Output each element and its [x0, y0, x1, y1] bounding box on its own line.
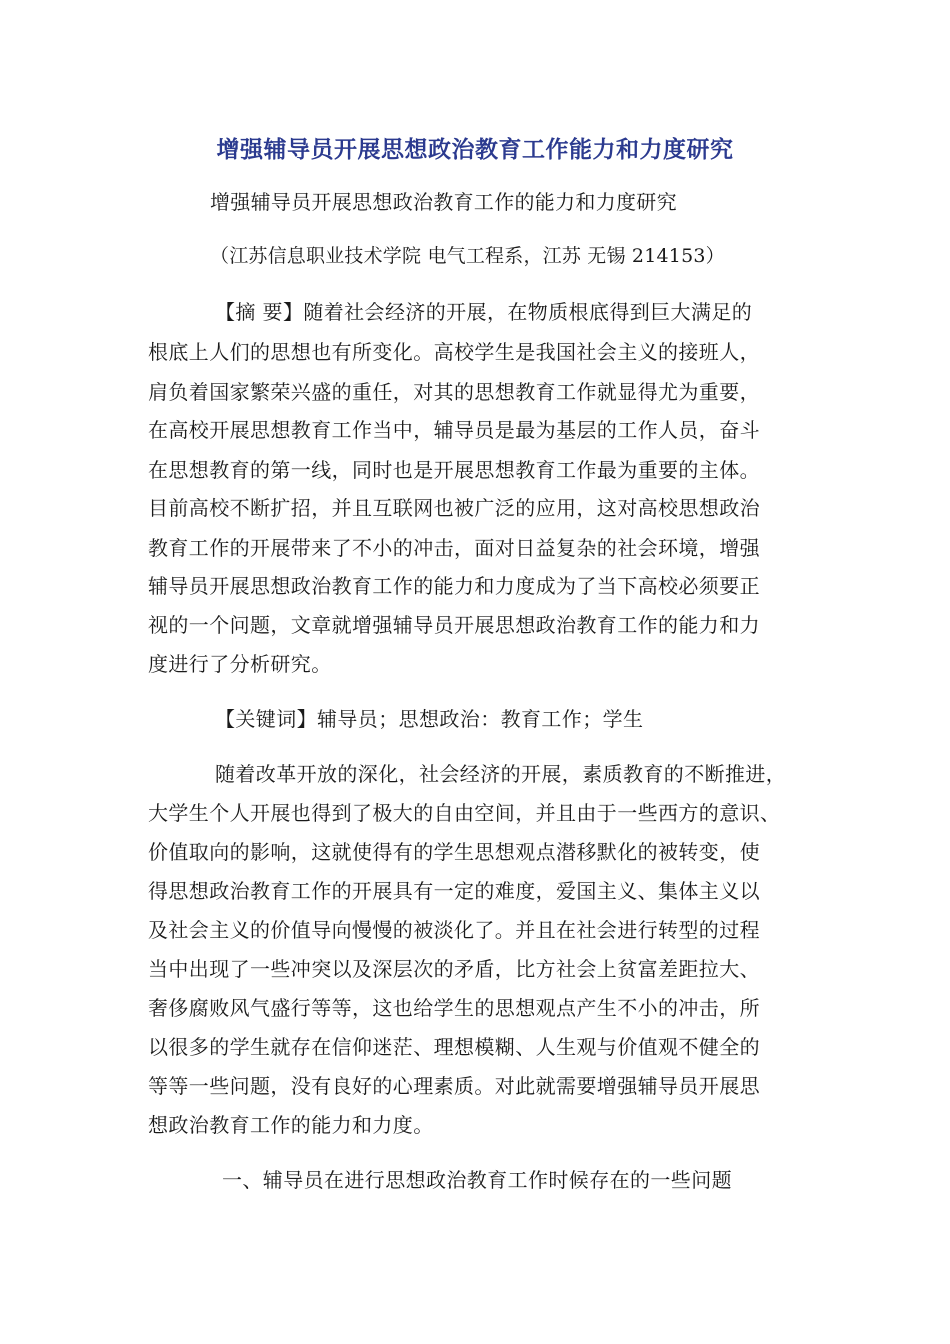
intro-line: 及社会主义的价值导向慢慢的被淡化了。并且在社会进行转型的过程: [148, 918, 760, 942]
abstract-line: 在高校开展思想教育工作当中，辅导员是最为基层的工作人员，奋斗: [148, 418, 760, 442]
author-affiliation: （江苏信息职业技术学院 电气工程系，江苏 无锡 214153）: [210, 245, 725, 267]
intro-line: 奢侈腐败风气盛行等等，这也给学生的思想观点产生不小的冲击，所: [148, 996, 760, 1020]
abstract-line: 目前高校不断扩招，并且互联网也被广泛的应用，这对高校思想政治: [148, 496, 760, 520]
intro-line: 等等一些问题，没有良好的心理素质。对此就需要增强辅导员开展思: [148, 1074, 760, 1098]
intro-line: 大学生个人开展也得到了极大的自由空间，并且由于一些西方的意识、: [148, 801, 781, 825]
abstract-line: 度进行了分析研究。: [148, 652, 332, 676]
intro-line: 当中出现了一些冲突以及深层次的矛盾，比方社会上贫富差距拉大、: [148, 957, 760, 981]
intro-line: 想政治教育工作的能力和力度。: [148, 1113, 434, 1137]
abstract-line: 【摘 要】随着社会经济的开展，在物质根底得到巨大满足的: [215, 300, 753, 324]
abstract-line: 肩负着国家繁荣兴盛的重任，对其的思想教育工作就显得尤为重要，: [148, 380, 760, 404]
keywords-line: 【关键词】辅导员；思想政治：教育工作；学生: [215, 707, 644, 731]
abstract-line: 在思想教育的第一线，同时也是开展思想教育工作最为重要的主体。: [148, 458, 760, 482]
section-heading: 一、辅导员在进行思想政治教育工作时候存在的一些问题: [222, 1168, 732, 1192]
abstract-line: 根底上人们的思想也有所变化。高校学生是我国社会主义的接班人，: [148, 340, 760, 364]
abstract-line: 教育工作的开展带来了不小的冲击，面对日益复杂的社会环境，增强: [148, 536, 760, 560]
abstract-line: 辅导员开展思想政治教育工作的能力和力度成为了当下高校必须要正: [148, 574, 760, 598]
document-subtitle: 增强辅导员开展思想政治教育工作的能力和力度研究: [210, 190, 677, 214]
abstract-line: 视的一个问题，文章就增强辅导员开展思想政治教育工作的能力和力: [148, 613, 760, 637]
intro-line: 以很多的学生就存在信仰迷茫、理想模糊、人生观与价值观不健全的: [148, 1035, 760, 1059]
document-title: 增强辅导员开展思想政治教育工作能力和力度研究: [216, 137, 734, 163]
intro-line: 价值取向的影响，这就使得有的学生思想观点潜移默化的被转变，使: [148, 840, 760, 864]
intro-line: 得思想政治教育工作的开展具有一定的难度，爱国主义、集体主义以: [148, 879, 760, 903]
intro-line: 随着改革开放的深化，社会经济的开展，素质教育的不断推进，: [215, 762, 787, 786]
